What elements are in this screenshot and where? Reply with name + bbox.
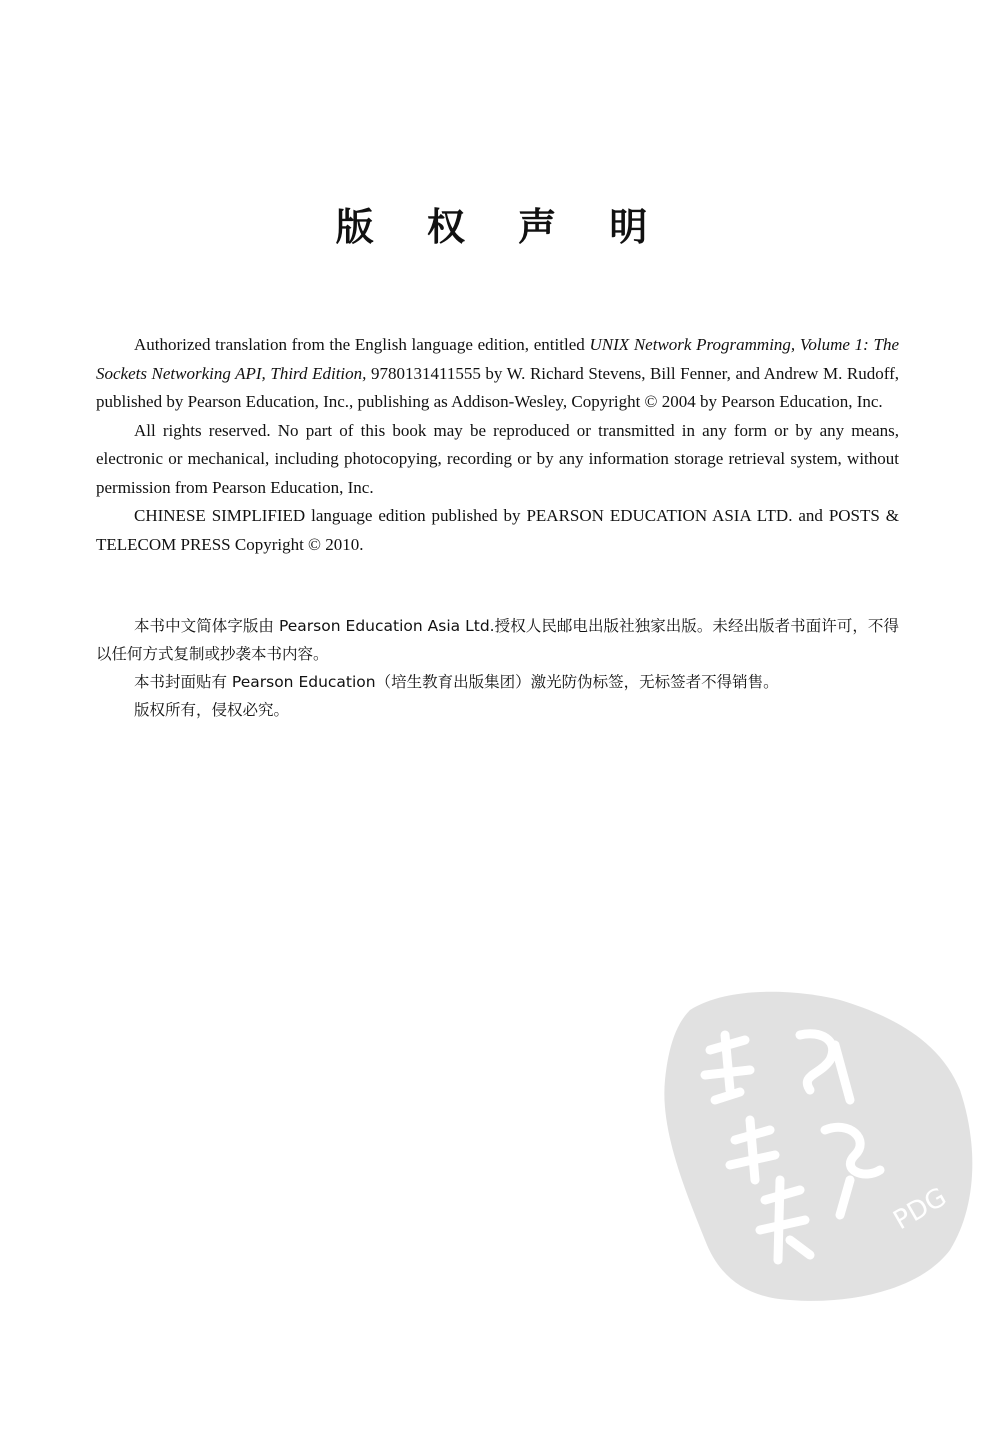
- seal-pdg-label: PDG: [888, 1182, 952, 1237]
- chinese-paragraph-1: 本书中文简体字版由 Pearson Education Asia Ltd.授权人民邮电出版社独家出版。未经出版者书面许可，不得以任何方式复制或抄袭本书内容。: [96, 617, 899, 663]
- chinese-paragraph-3: 版权所有，侵权必究。: [134, 701, 290, 719]
- chinese-notice: [96, 612, 899, 724]
- english-p1-rest: 9780131411555 by W. Richard Stevens, Bill Fenner, and Andrew M. Rudoff, published by Pearson Education, Inc., publishing as Addison-Wesley, Copyright © 2004 by Pearson Education, Inc.: [96, 363, 899, 411]
- english-p1-intro: Authorized translation from the English language edition, entitled: [134, 335, 590, 354]
- pdg-seal-watermark: [650, 980, 980, 1310]
- english-paragraph-1: [96, 331, 899, 417]
- english-paragraph-2: All rights reserved. No part of this book may be reproduced or transmitted in any form or by any means, electronic or mechanical, including photocopying, recording or by any information storage retrieval system, without permission from Pearson Education, Inc.: [96, 420, 899, 497]
- book-title: UNIX Network Programming, Volume 1: The Sockets Networking API, Third Edition,: [96, 335, 899, 383]
- chinese-paragraph-2: 本书封面贴有 Pearson Education（培生教育出版集团）激光防伪标签，无标签者不得销售。: [134, 673, 779, 691]
- english-paragraph-3: CHINESE SIMPLIFIED language edition published by PEARSON EDUCATION ASIA LTD. and POSTS & TELECOM PRESS Copyright © 2010.: [96, 506, 899, 554]
- page-title: 版 权 声 明: [335, 205, 668, 249]
- english-notice: [96, 331, 899, 559]
